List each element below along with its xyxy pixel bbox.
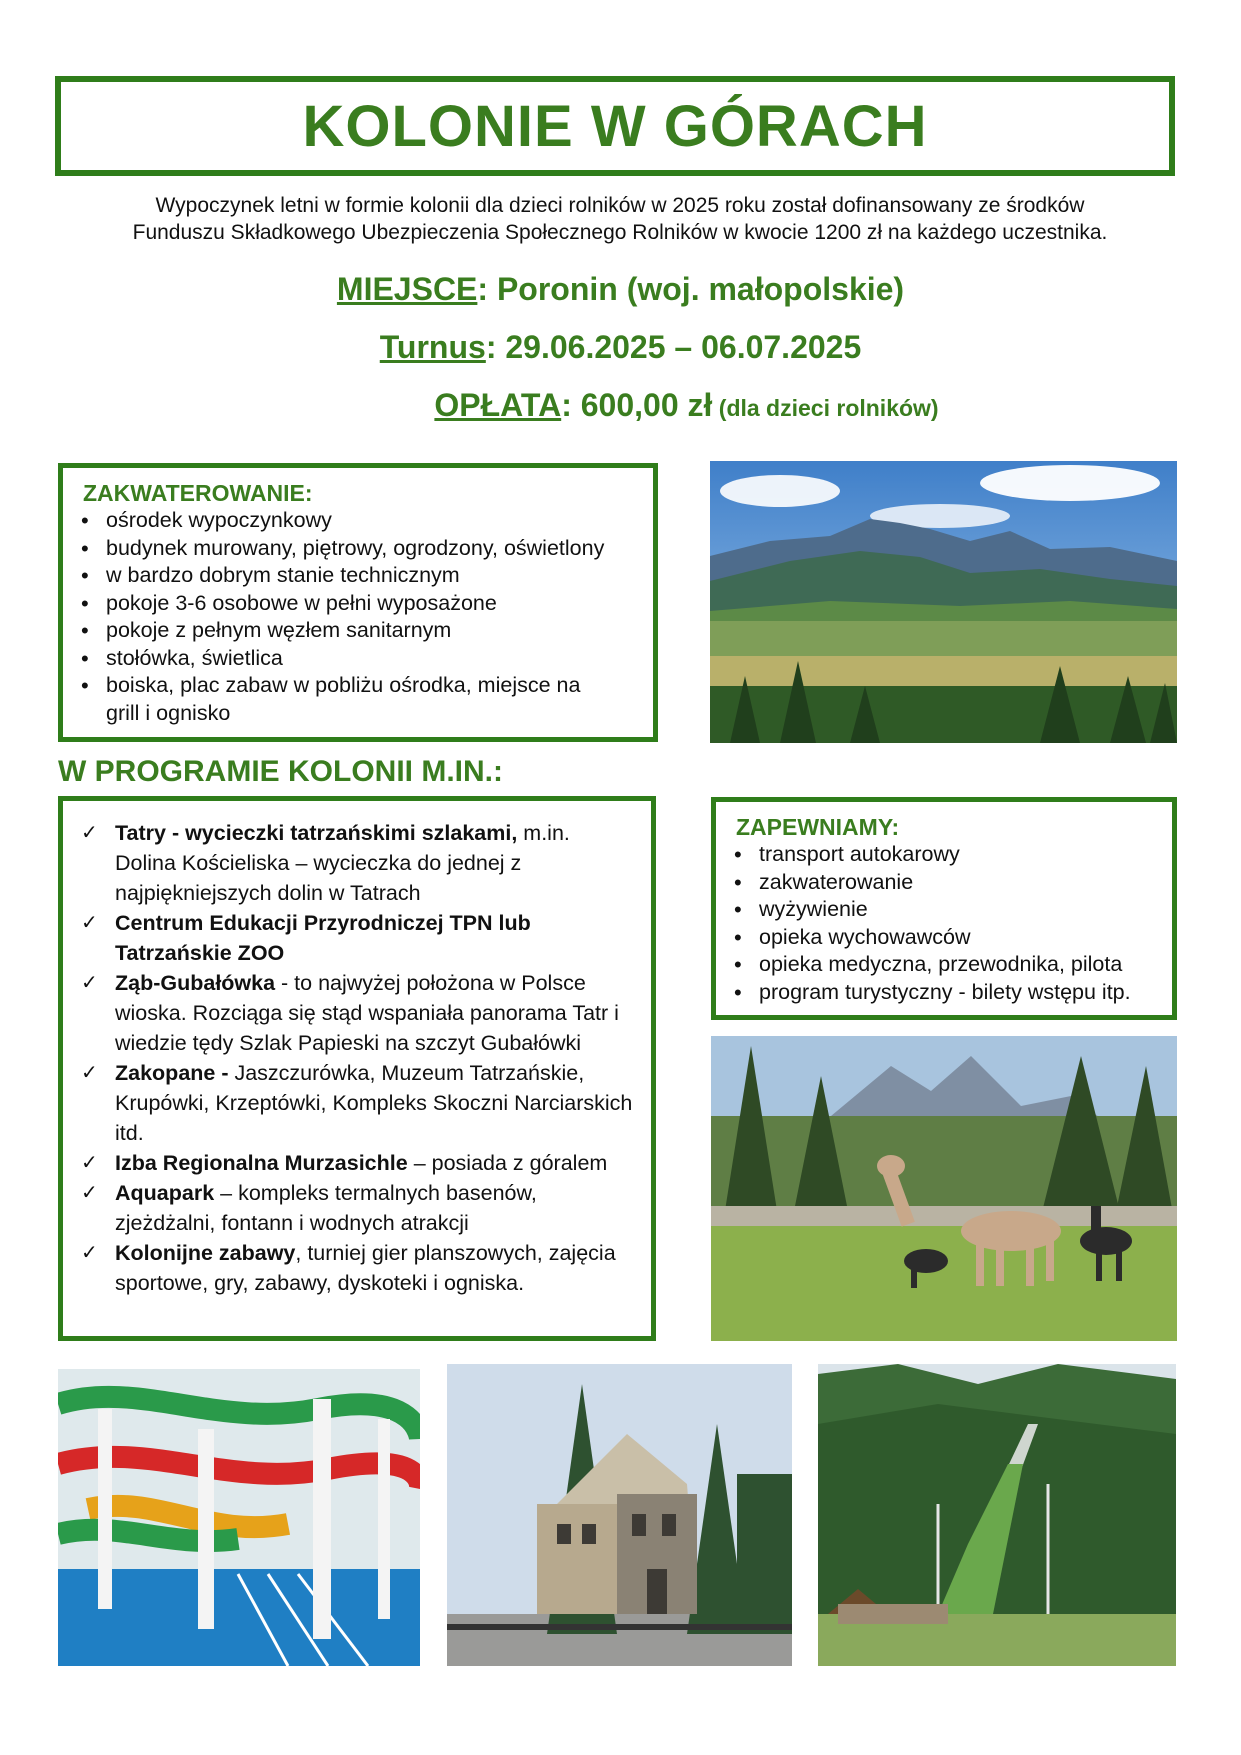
place-value: : Poronin (woj. małopolskie) bbox=[477, 271, 905, 307]
program-list bbox=[75, 818, 639, 1298]
list-item bbox=[75, 968, 635, 1058]
fee-note: (dla dzieci rolników) bbox=[712, 395, 939, 421]
aquapark-photo bbox=[58, 1369, 420, 1666]
program-item-text: - to najwyżej położona w Polsce wioska. Rozciąga się stąd wspaniała panorama Tatr i wiedzie tędy Szlak Papieski na szczyt Gubałówki bbox=[115, 971, 619, 1055]
list-item: • program turystyczny - bilety wstępu itp. bbox=[728, 979, 1160, 1007]
page-title: KOLONIE W GÓRACH bbox=[302, 93, 928, 159]
museum-building-photo bbox=[447, 1364, 792, 1666]
list-item: • w bardzo dobrym stanie technicznym bbox=[75, 562, 641, 590]
program-item-title: Zakopane - bbox=[115, 1061, 229, 1085]
program-item-title: Ząb-Gubałówka bbox=[115, 971, 276, 995]
checkmark-icon: ✓ bbox=[81, 1152, 98, 1174]
program-item-title: Centrum Edukacji Przyrodniczej TPN lub Tatrzańskie ZOO bbox=[115, 911, 531, 965]
list-item: • pokoje 3-6 osobowe w pełni wyposażone bbox=[75, 590, 641, 618]
list-item bbox=[75, 818, 615, 908]
program-panel bbox=[58, 796, 656, 1341]
list-item: • opieka medyczna, przewodnika, pilota bbox=[728, 951, 1160, 979]
provide-list bbox=[728, 841, 1160, 1006]
turnus-label: Turnus bbox=[379, 329, 486, 365]
list-item: • budynek murowany, piętrowy, ogrodzony, oświetlony bbox=[75, 535, 641, 563]
program-item-text: m.in. Dolina Kościeliska – wycieczka do jednej z najpiękniejszych dolin w Tatrach bbox=[115, 821, 570, 905]
intro-line: Wypoczynek letni w formie kolonii dla dzieci rolników w 2025 roku został dofinansowany ze środków bbox=[155, 194, 1085, 217]
accommodation-heading: ZAKWATEROWANIE: bbox=[83, 480, 313, 506]
provide-heading: ZAPEWNIAMY: bbox=[736, 814, 900, 840]
program-item-text: – kompleks termalnych basenów, zjeżdżalni, fontann i wodnych atrakcji bbox=[115, 1181, 537, 1235]
fee-value: : 600,00 zł bbox=[561, 387, 713, 423]
intro-line: Funduszu Składkowego Ubezpieczenia Społecznego Rolników w kwocie 1200 zł na każdego uczestnika. bbox=[132, 221, 1108, 244]
checkmark-icon: ✓ bbox=[81, 1062, 98, 1084]
list-item bbox=[75, 1058, 635, 1148]
list-item: • boiska, plac zabaw w pobliżu ośrodka, miejsce na grill i ognisko bbox=[75, 672, 616, 727]
place-label: MIEJSCE bbox=[336, 271, 478, 307]
list-item bbox=[75, 1238, 655, 1298]
accommodation-panel bbox=[58, 463, 658, 742]
list-item: • wyżywienie bbox=[728, 896, 1160, 924]
accommodation-list bbox=[75, 507, 641, 727]
list-item: • opieka wychowawców bbox=[728, 924, 1160, 952]
list-item: • transport autokarowy bbox=[728, 841, 1160, 869]
program-item-title: Tatry - wycieczki tatrzańskimi szlakami, bbox=[115, 821, 518, 845]
program-heading: W PROGRAMIE KOLONII M.IN.: bbox=[58, 755, 503, 788]
place-line bbox=[0, 271, 1241, 308]
list-item bbox=[75, 908, 585, 968]
fee-line bbox=[66, 387, 1241, 424]
ski-jump-photo bbox=[818, 1364, 1176, 1666]
program-item-title: Izba Regionalna Murzasichle bbox=[115, 1151, 408, 1175]
program-item-text: – posiada z góralem bbox=[407, 1151, 608, 1175]
checkmark-icon: ✓ bbox=[81, 912, 98, 934]
program-item-title: Aquapark bbox=[115, 1181, 215, 1205]
program-item-text: , turniej gier planszowych, zajęcia sportowe, gry, zabawy, dyskoteki i ogniska. bbox=[115, 1241, 616, 1295]
program-item-title: Kolonijne zabawy bbox=[115, 1241, 296, 1265]
fee-label: OPŁATA bbox=[434, 387, 562, 423]
checkmark-icon: ✓ bbox=[81, 1242, 98, 1264]
list-item bbox=[75, 1178, 615, 1238]
checkmark-icon: ✓ bbox=[81, 1182, 98, 1204]
list-item: • zakwaterowanie bbox=[728, 869, 1160, 897]
alpaca-zoo-photo bbox=[711, 1036, 1177, 1341]
turnus-value: : 29.06.2025 – 06.07.2025 bbox=[485, 329, 862, 365]
list-item: • ośrodek wypoczynkowy bbox=[75, 507, 641, 535]
list-item: • stołówka, świetlica bbox=[75, 645, 641, 673]
list-item bbox=[75, 1148, 675, 1178]
program-item-text: Jaszczurówka, Muzeum Tatrzańskie, Krupówki, Krzeptówki, Kompleks Skoczni Narciarskich itd. bbox=[115, 1061, 633, 1145]
list-item: • pokoje z pełnym węzłem sanitarnym bbox=[75, 617, 641, 645]
checkmark-icon: ✓ bbox=[81, 822, 98, 844]
mountain-panorama-photo bbox=[710, 461, 1177, 743]
turnus-line bbox=[0, 329, 1241, 366]
intro-text bbox=[60, 192, 1180, 246]
provide-panel bbox=[711, 797, 1177, 1020]
title-box bbox=[55, 76, 1175, 176]
checkmark-icon: ✓ bbox=[81, 972, 98, 994]
